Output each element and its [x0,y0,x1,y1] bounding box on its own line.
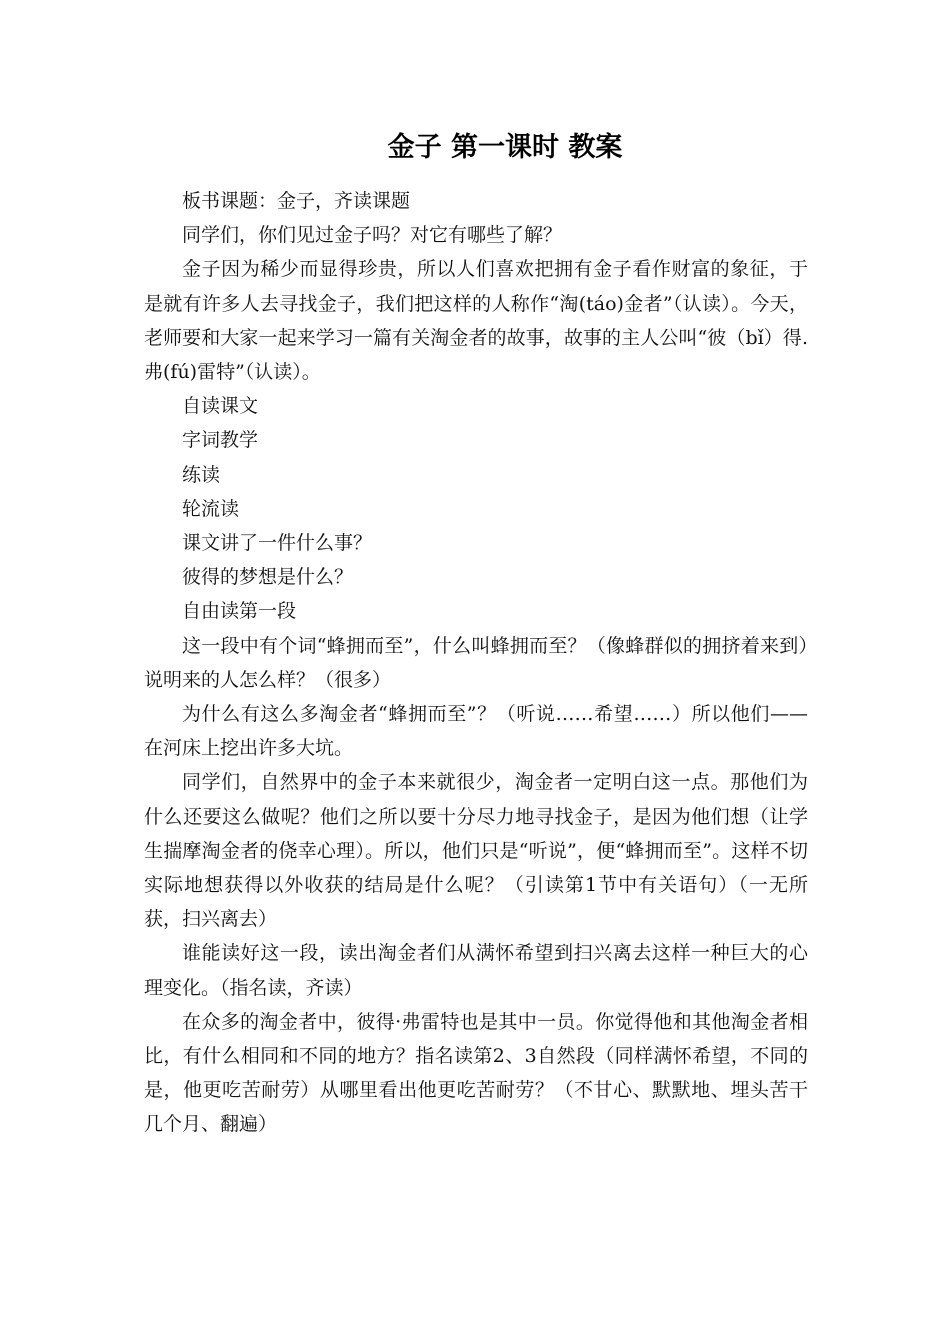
paragraph: 这一段中有个词“蜂拥而至”，什么叫蜂拥而至？（像蜂群似的拥挤着来到）说明来的人怎么样？（很多） [144,634,808,691]
paragraph: 练读 [182,463,221,486]
document-title: 金子 第一课时 教案 [387,132,623,163]
paragraph: 为什么有这么多淘金者“蜂拥而至”？（听说……希望……）所以他们——在河床上挖出许多大坑。 [144,703,808,760]
paragraph: 板书课题：金子，齐读课题 [182,190,411,212]
paragraph: 自读课文 [182,395,259,418]
paragraph: 同学们，自然界中的金子本来就很少，淘金者一定明白这一点。那他们为什么还要这么做呢？他们之所以要十分尽力地寻找金子，是因为他们想（让学生揣摩淘金者的侥幸心理）。所以，他们只是“听说”，便“蜂拥而至”。这样不切实际地想获得以外收获的结局是什么呢？（引读第1节中有关语句）（一无所获，扫兴离去） [144,771,808,931]
paragraph: 同学们，你们见过金子吗？对它有哪些了解？ [182,224,563,247]
paragraph: 轮流读 [182,497,240,520]
document-body [144,184,808,1142]
paragraph: 字词教学 [182,429,259,452]
paragraph: 金子因为稀少而显得珍贵，所以人们喜欢把拥有金子看作财富的象征，于是就有许多人去寻找金子，我们把这样的人称作“淘(táo)金者”（认读）。今天，老师要和大家一起来学习一篇有关淘金者的故事，故事的主人公叫“彼（bǐ）得.弗(fú)雷特”（认读）。 [144,258,808,384]
paragraph: 在众多的淘金者中，彼得·弗雷特也是其中一员。你觉得他和其他淘金者相比，有什么相同和不同的地方？指名读第2、3自然段（同样满怀希望，不同的是，他更吃苦耐劳）从哪里看出他更吃苦耐劳？（不甘心、默默地、埋头苦干几个月、翻遍） [144,1010,808,1136]
paragraph: 彼得的梦想是什么？ [182,566,354,589]
paragraph: 自由读第一段 [182,600,297,623]
paragraph: 谁能读好这一段，读出淘金者们从满怀希望到扫兴离去这样一种巨大的心理变化。（指名读，齐读） [144,942,808,999]
paragraph: 课文讲了一件什么事？ [182,532,373,555]
